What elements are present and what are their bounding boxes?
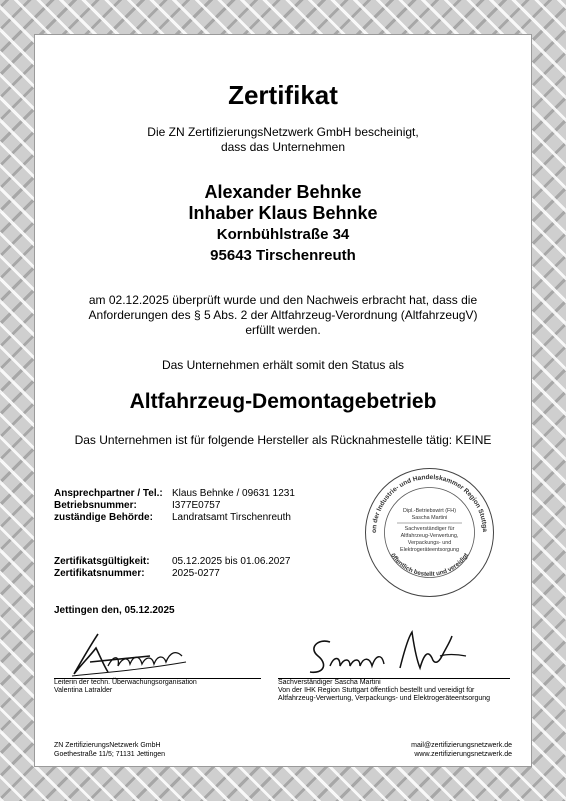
validity-row xyxy=(54,556,290,568)
detail-label: Betriebsnummer: xyxy=(54,500,137,511)
verification-line-2: Anforderungen des § 5 Abs. 2 der Altfahrzeug-Verordnung (AltfahrzeugV) xyxy=(88,308,478,322)
details-block xyxy=(54,488,295,524)
signature-left-name: Valentina Latralder xyxy=(54,687,113,694)
svg-text:öffentlich bestellt und vereid xyxy=(389,552,470,578)
seal-line-4: Altfahrzeug-Verwertung, xyxy=(400,533,459,539)
seal-line-2: Sascha Martini xyxy=(411,515,448,521)
detail-row xyxy=(54,512,295,524)
detail-value: Landratsamt Tirschenreuth xyxy=(172,512,291,523)
company-street: Kornbühlstraße 34 xyxy=(216,226,350,243)
validity-block xyxy=(54,556,290,580)
signature-right-desc-1: Von der IHK Region Stuttgart öffentlich bestellt und vereidigt für xyxy=(278,687,475,694)
validity-label: Zertifikatsnummer: xyxy=(54,568,145,579)
signature-right-caption xyxy=(278,679,510,703)
detail-label: Ansprechpartner / Tel.: xyxy=(54,488,163,499)
detail-row xyxy=(54,500,295,512)
verification-line-1: am 02.12.2025 überprüft wurde und den Nachweis erbracht hat, dass die xyxy=(88,293,478,307)
manufacturer-statement: Das Unternehmen ist für folgende Hersteller als Rücknahmestelle tätig: KEINE xyxy=(74,433,492,447)
expert-seal-icon xyxy=(362,465,497,600)
verification-line-3: erfüllt werden. xyxy=(245,323,321,337)
signature-left-caption xyxy=(54,679,261,695)
validity-value: 05.12.2025 bis 01.06.2027 xyxy=(172,556,291,567)
seal-line-6: Elektrogeräteentsorgung xyxy=(399,547,460,553)
signature-left-title: Leiterin der techn. Überwachungsorganisation xyxy=(54,679,197,686)
verification-text xyxy=(62,293,504,338)
validity-value: 2025-0277 xyxy=(172,568,220,579)
certificate-title: Zertifikat xyxy=(228,80,338,110)
footer-left xyxy=(54,741,165,759)
seal-line-3: Sachverständiger für xyxy=(404,526,455,532)
seal-line-1: Dipl.-Betriebswirt (FH) xyxy=(402,508,457,514)
footer-address: Goethestraße 11/5; 71131 Jettingen xyxy=(54,751,166,758)
seal-ring-bottom-text: öffentlich bestellt und vereidigt xyxy=(389,551,470,579)
signature-right-icon xyxy=(300,628,470,680)
footer-web[interactable]: www.zertifizierungsnetzwerk.de xyxy=(414,751,512,758)
detail-row xyxy=(54,488,295,500)
company-block xyxy=(0,182,566,266)
signature-right-desc-2: Altfahrzeug-Verwertung, Verpackungs- und Elektrogeräteentsorgung xyxy=(278,695,491,702)
company-owner: Inhaber Klaus Behnke xyxy=(188,203,378,223)
seal-ring-text: on der Industrie- und Handelskammer Region Stuttga xyxy=(370,473,489,534)
seal-line-5: Verpackungs- und xyxy=(407,540,452,546)
signature-left-icon xyxy=(60,626,200,678)
detail-label: zuständige Behörde: xyxy=(54,512,153,523)
company-name: Alexander Behnke xyxy=(204,182,362,202)
detail-value: I377E0757 xyxy=(172,500,221,511)
validity-label: Zertifikatsgültigkeit: xyxy=(54,556,150,567)
footer-email[interactable]: mail@zertifizierungsnetzwerk.de xyxy=(411,742,512,749)
company-city: 95643 Tirschenreuth xyxy=(210,247,356,264)
detail-value: Klaus Behnke / 09631 1231 xyxy=(172,488,295,499)
footer-right xyxy=(300,741,512,759)
place-date: Jettingen den, 05.12.2025 xyxy=(54,605,175,616)
footer-company: ZN ZertifizierungsNetzwerk GmbH xyxy=(54,742,161,749)
status-intro: Das Unternehmen erhält somit den Status als xyxy=(161,358,405,372)
intro-line-1: Die ZN ZertifizierungsNetzwerk GmbH bescheinigt, xyxy=(147,125,419,139)
validity-row xyxy=(54,568,290,580)
intro-text xyxy=(0,125,566,155)
signature-right-title: Sachverständiger Sascha Martini xyxy=(278,679,381,686)
intro-line-2: dass das Unternehmen xyxy=(220,140,346,154)
status-title: Altfahrzeug-Demontagebetrieb xyxy=(129,390,437,413)
